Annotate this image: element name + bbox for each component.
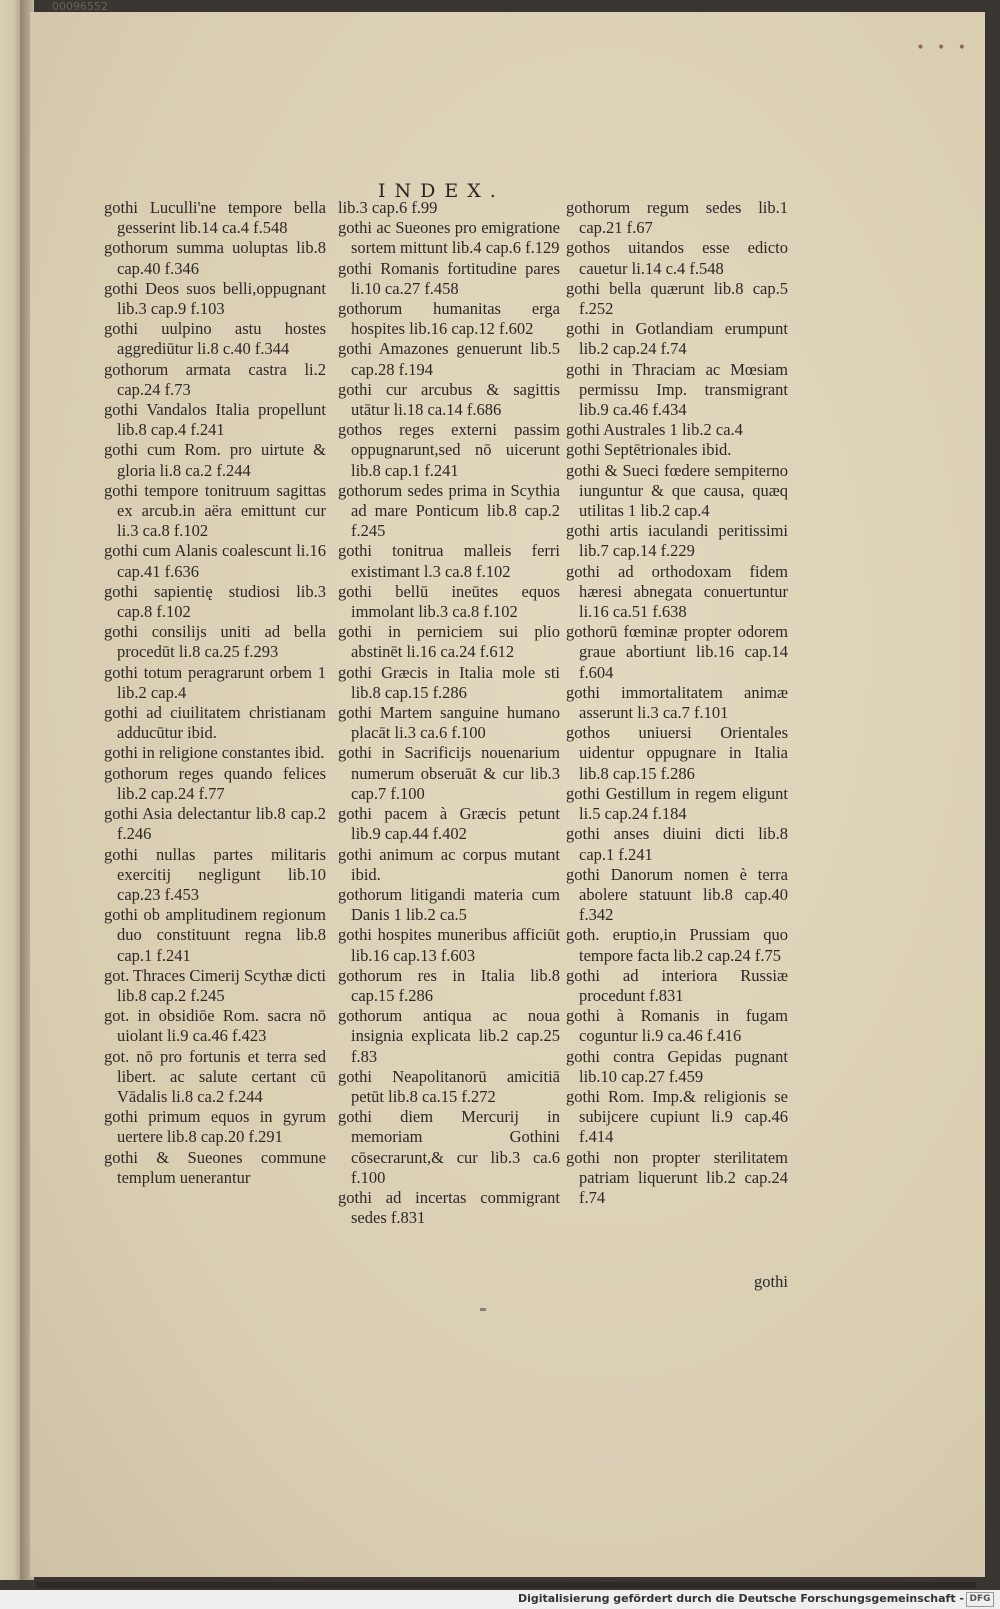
index-entry: gothi diem Mercurij in memoriam Gothini cōsecrarunt,& cur lib.3 ca.6 f.100: [338, 1107, 560, 1187]
index-entry: gothi Amazones genuerunt lib.5 cap.28 f.194: [338, 339, 560, 379]
index-entry: gothi Luculli'ne tempore bella gesserint lib.14 ca.4 f.548: [104, 198, 326, 238]
index-entry: gothi & Sueones commune templum uenerantur: [104, 1147, 326, 1187]
index-entry: gothi bellū ineūtes equos immolant lib.3 ca.8 f.102: [338, 581, 560, 622]
index-entry: gothi totum peragrarunt orbem 1 lib.2 cap.4: [104, 662, 326, 702]
index-entry: gothi cur arcubus & sagittis utātur li.18 ca.14 f.686: [338, 379, 560, 420]
index-entry: gothi in Gotlandiam erumpunt lib.2 cap.24 f.74: [566, 319, 788, 359]
index-entry: gothi Deos suos belli,oppugnant lib.3 cap.9 f.103: [104, 278, 326, 319]
index-entry: gothi consilijs uniti ad bella procedūt li.8 ca.25 f.293: [104, 622, 326, 662]
scan-bottom-border: [36, 1582, 976, 1588]
index-entry: gothorū fœminæ propter odorem graue abortiunt lib.16 cap.14 f.604: [566, 622, 788, 682]
index-entry: gothi Asia delectantur lib.8 cap.2 f.246: [104, 804, 326, 844]
index-entry: gothi uulpino astu hostes aggrediūtur li.8 c.40 f.344: [104, 319, 326, 359]
index-entry: gothi cum Alanis coalescunt li.16 cap.41 f.636: [104, 541, 326, 581]
catchword: gothi: [754, 1272, 788, 1291]
index-entry: gothi in Sacrificijs nouenarium numerum obseruāt & cur lib.3 cap.7 f.100: [338, 743, 560, 803]
index-entry: got. Thraces Cimerij Scythæ dicti lib.8 cap.2 f.245: [104, 965, 326, 1005]
index-column-1: [104, 198, 326, 1188]
signature-mark: [480, 1308, 486, 1311]
index-entry: gothi contra Gepidas pugnant lib.10 cap.27 f.459: [566, 1046, 788, 1086]
index-entry: gothi in religione constantes ibid.: [104, 743, 325, 763]
index-entry: gothorum armata castra li.2 cap.24 f.73: [104, 359, 326, 399]
index-entry: gothi & Sueci fœdere sempiterno iunguntur & que causa, quæq utilitas 1 lib.2 cap.4: [566, 460, 788, 521]
index-entry: gothi in Thraciam ac Mœsiam permissu Imp. transmigrant lib.9 ca.46 f.434: [566, 359, 788, 420]
index-entry: gothorum res in Italia lib.8 cap.15 f.286: [338, 965, 560, 1005]
index-entry: gothi non propter sterilitatem patriam liquerunt lib.2 cap.24 f.74: [566, 1147, 788, 1207]
scan-page-id: 00096552: [52, 0, 108, 13]
index-entry: gothi Vandalos Italia propellunt lib.8 cap.4 f.241: [104, 400, 326, 440]
index-entry: gothi ad incertas commigrant sedes f.831: [338, 1187, 560, 1228]
index-entry: got. in obsidiōe Rom. sacra nō uiolant li.9 ca.46 f.423: [104, 1006, 326, 1046]
index-entry: gothi hospites muneribus afficiūt lib.16 cap.13 f.603: [338, 925, 560, 965]
index-entry: gothi ob amplitudinem regionum duo constituunt regna lib.8 cap.1 f.241: [104, 905, 326, 965]
index-entry: gothi artis iaculandi peritissimi lib.7 cap.14 f.229: [566, 521, 788, 561]
index-entry: gothi ad ciuilitatem christianam adducūtur ibid.: [104, 703, 326, 743]
index-entry: gothi tonitrua malleis ferri existimant l.3 ca.8 f.102: [338, 541, 560, 581]
index-entry: gothi Martem sanguine humano placāt li.3 ca.6 f.100: [338, 703, 560, 743]
index-entry: gothorum summa uoluptas lib.8 cap.40 f.346: [104, 238, 326, 278]
index-entry: gothi ad orthodoxam fidem hæresi abnegata conuertuntur li.16 ca.51 f.638: [566, 561, 788, 622]
index-entry: gothi Septētrionales ibid.: [566, 440, 732, 460]
index-entry: gothi anses diuini dicti lib.8 cap.1 f.241: [566, 824, 788, 864]
index-entry: gothi Neapolitanorū amicitiā petūt lib.8 ca.15 f.272: [338, 1066, 560, 1106]
index-entry: gothi ac Sueones pro emigratione sortem mittunt lib.4 cap.6 f.129: [338, 218, 560, 258]
footer-credit: Digitalisierung gefördert durch die Deutsche Forschungsgemeinschaft -: [517, 1592, 964, 1605]
index-entry: gothi Danorum nomen è terra abolere statuunt lib.8 cap.40 f.342: [566, 864, 788, 925]
index-entry: gothi Græcis in Italia mole sti lib.8 cap.15 f.286: [338, 662, 560, 702]
index-entry: gothos uniuersi Orientales uidentur oppugnare in Italia lib.8 cap.15 f.286: [566, 723, 788, 783]
index-entry: gothi ad interiora Russiæ procedunt f.831: [566, 965, 788, 1005]
index-entry: gothi Australes 1 lib.2 ca.4: [566, 420, 743, 440]
index-entry: gothi à Romanis in fugam coguntur li.9 ca.46 f.416: [566, 1006, 788, 1046]
index-entry: goth. eruptio,in Prussiam quo tempore facta lib.2 cap.24 f.75: [566, 925, 788, 965]
index-column-2: [338, 198, 560, 1228]
index-entry: gothi primum equos in gyrum uertere lib.8 cap.20 f.291: [104, 1107, 326, 1147]
index-entry: gothos reges externi passim oppugnarunt,sed nō uicerunt lib.8 cap.1 f.241: [338, 420, 560, 480]
index-entry: gothi nullas partes militaris exercitij negligunt lib.10 cap.23 f.453: [104, 844, 326, 904]
index-entry: gothi in perniciem sui plio abstinēt li.16 ca.24 f.612: [338, 622, 560, 662]
index-entry: gothi tempore tonitruum sagittas ex arcub.in aëra emittunt cur li.3 ca.8 f.102: [104, 480, 326, 541]
index-entry: gothi cum Rom. pro uirtute & gloria li.8 ca.2 f.244: [104, 440, 326, 480]
dfg-logo: DFG: [966, 1592, 994, 1607]
page-title: INDEX.: [378, 180, 505, 202]
index-entry: gothorum humanitas erga hospites lib.16 cap.12 f.602: [338, 299, 560, 339]
index-entry: gothorum regum sedes lib.1 cap.21 f.67: [566, 198, 788, 238]
index-entry: gothorum antiqua ac noua insignia explicata lib.2 cap.25 f.83: [338, 1006, 560, 1066]
index-entry: gothi Gestillum in regem eligunt li.5 cap.24 f.184: [566, 783, 788, 824]
index-entry: gothi pacem à Græcis petunt lib.9 cap.44 f.402: [338, 804, 560, 844]
index-entry: gothorum sedes prima in Scythia ad mare Ponticum lib.8 cap.2 f.245: [338, 480, 560, 541]
index-entry: gothi sapientię studiosi lib.3 cap.8 f.102: [104, 581, 326, 622]
index-entry: gothi animum ac corpus mutant ibid.: [338, 844, 560, 884]
index-entry: gothi immortalitatem animæ asserunt li.3 ca.7 f.101: [566, 682, 788, 723]
index-entry: gothorum reges quando felices lib.2 cap.24 f.77: [104, 763, 326, 803]
index-entry: gothi Romanis fortitudine pares li.10 ca.27 f.458: [338, 258, 560, 298]
paper-stain-marks: • • •: [916, 40, 970, 56]
index-entry: gothos uitandos esse edicto cauetur li.14 c.4 f.548: [566, 238, 788, 278]
index-entry: gothi Rom. Imp.& religionis se subijcere cupiunt li.9 cap.46 f.414: [566, 1086, 788, 1147]
index-column-3: [566, 198, 788, 1208]
index-entry: got. nō pro fortunis et terra sed libert. ac salute certant cū Vādalis li.8 ca.2 f.244: [104, 1046, 326, 1106]
index-entry: lib.3 cap.6 f.99: [338, 198, 438, 217]
index-entry: gothi bella quærunt lib.8 cap.5 f.252: [566, 278, 788, 319]
index-entry: gothorum litigandi materia cum Danis 1 lib.2 ca.5: [338, 884, 560, 925]
